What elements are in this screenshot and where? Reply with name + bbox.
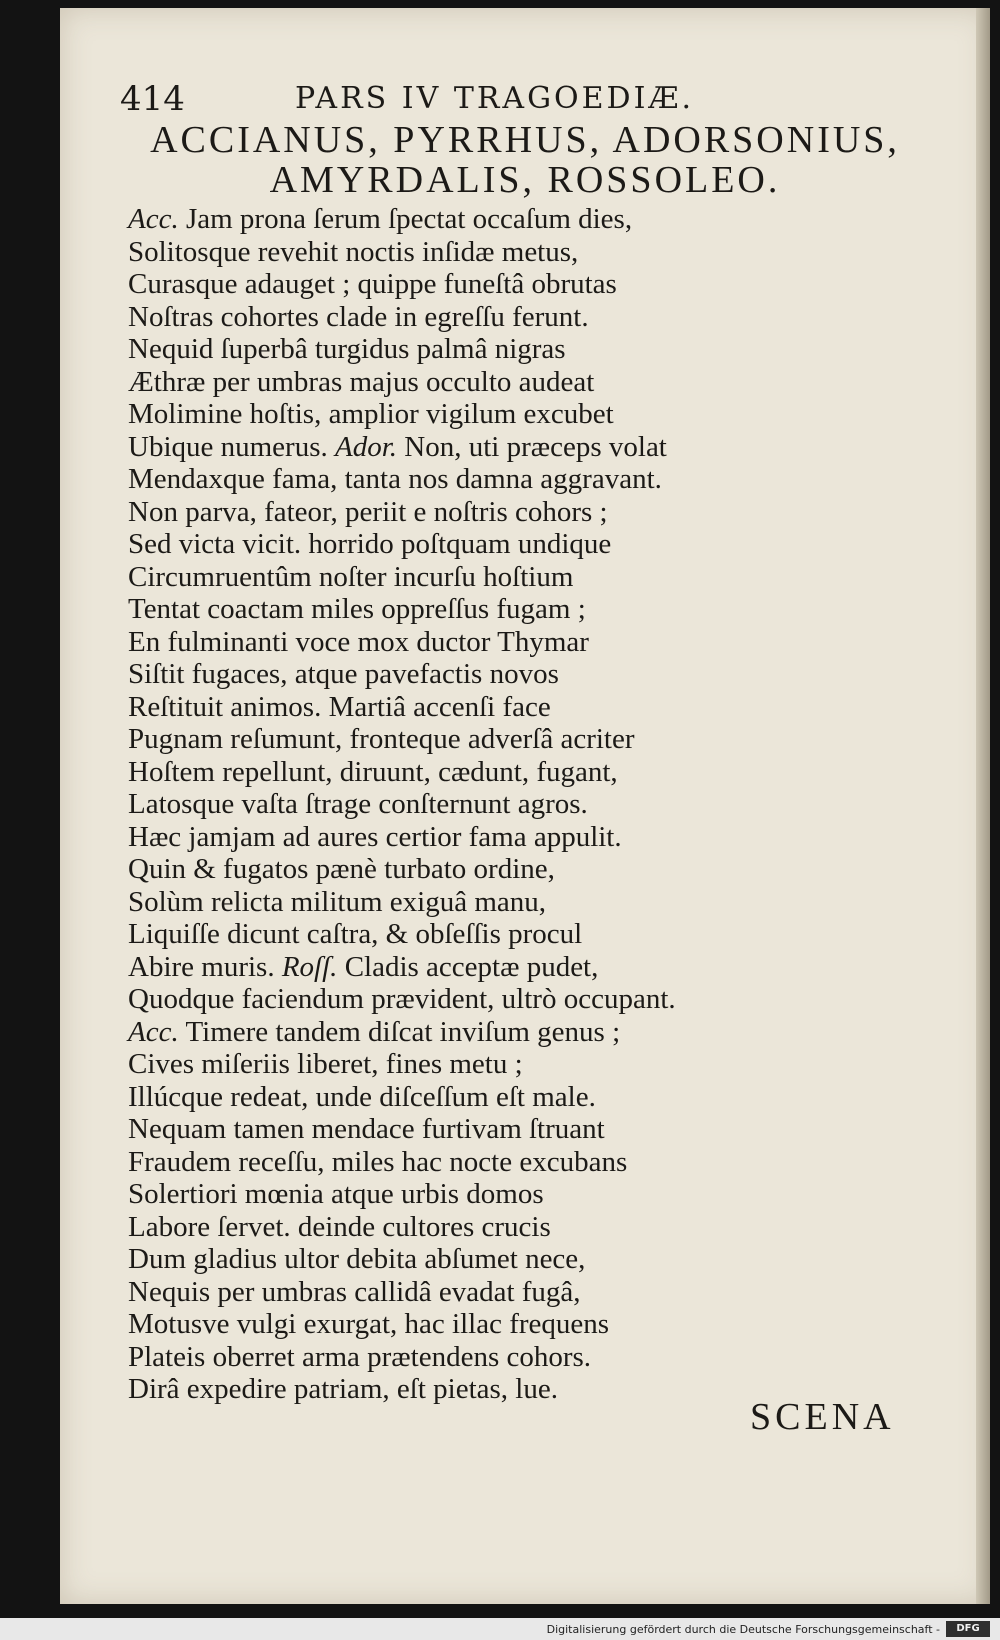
verse-line [128, 1081, 928, 1114]
verse-line-text: Molimine hoſtis, amplior vigilum excubet [128, 398, 614, 430]
verse-line-text: Solùm relicta militum exiguâ manu, [128, 885, 547, 918]
verse-line-text: Plateis oberret arma prætendens cohors. [128, 1340, 592, 1373]
verse-line-text: Mendaxque fama, tanta nos damna aggravant. [128, 463, 662, 495]
verse-line-text: Jam prona ſerum ſpectat occaſum dies, [185, 203, 633, 235]
speaker-label: Roſſ. [281, 950, 338, 983]
verse-line [128, 1211, 928, 1244]
verse-line-text: Motusve vulgi exurgat, hac illac frequens [128, 1308, 610, 1340]
verse-line [128, 821, 928, 854]
verse-line [128, 301, 928, 334]
digitization-footer [0, 1618, 1000, 1640]
speaker-label: Acc. [128, 203, 179, 235]
verse-line [128, 268, 928, 301]
verse-line [128, 658, 928, 691]
speakers-line-1: ACCIANUS, PYRRHUS, ADORSONIUS, [150, 119, 900, 161]
verse-line-text: Dum gladius ultor debita abſumet nece, [128, 1243, 586, 1275]
verse-line-text: Dirâ expedire patriam, eſt pietas, lue. [128, 1373, 558, 1405]
verse-line-text: Sed victa vicit. horrido poſtquam undique [128, 528, 612, 560]
verse-line-text: Circumruentûm noſter incurſu hoſtium [128, 560, 574, 593]
verse-line [128, 886, 928, 919]
verse-line-text: Quin & fugatos pænè turbato ordine, [128, 853, 555, 885]
verse-line-text: Reſtituit animos. Martiâ accenſi face [128, 690, 551, 723]
verse-line [128, 1016, 928, 1049]
scene-speakers-heading [120, 120, 930, 200]
verse-line-text: Tentat coactam miles oppreſſus fugam ; [128, 593, 586, 625]
speaker-label: Ador. [335, 430, 398, 463]
verse-line [128, 431, 928, 464]
verse-line [128, 593, 928, 626]
verse-line-text: Æthræ per umbras majus occulto audeat [128, 365, 595, 398]
verse-line-text: Cives miſeriis liberet, fines metu ; [128, 1048, 523, 1080]
speaker-label: Acc. [128, 1015, 179, 1048]
verse-line [128, 561, 928, 594]
verse-line-text: Hæc jamjam ad aures certior fama appulit. [128, 820, 622, 853]
verse-line-text: Latosque vaſta ſtrage conſternunt agros. [128, 788, 588, 820]
verse-line [128, 626, 928, 659]
verse-line-text: Labore ſervet. deinde cultores crucis [128, 1210, 551, 1243]
verse-line [128, 1308, 928, 1341]
verse-line [128, 1113, 928, 1146]
verse-line [128, 723, 928, 756]
verse-line [128, 496, 928, 529]
verse-line-text: Non, uti præceps volat [404, 430, 667, 463]
verse-line [128, 1276, 928, 1309]
page-number: 414 [120, 79, 185, 119]
verse-line-text: Nequis per umbras callidâ evadat fugâ, [128, 1275, 581, 1308]
verse-line-text: Quodque faciendum prævident, ultrò occupant. [128, 983, 676, 1015]
verse-line-text: Solitosque revehit noctis inſidæ metus, [128, 235, 579, 268]
verse-line-text: Cladis acceptæ pudet, [344, 950, 599, 983]
verse-line [128, 853, 928, 886]
verse-line-text: Pugnam reſumunt, fronteque adverſâ acriter [128, 723, 635, 755]
verse-line [128, 1178, 928, 1211]
catchword: SCENA [750, 1396, 895, 1438]
verse-line [128, 691, 928, 724]
verse-line-text: Curasque adauget ; quippe funeſtâ obrutas [128, 268, 617, 300]
dfg-logo: DFG [946, 1621, 990, 1637]
verse-line [128, 1341, 928, 1374]
verse-line-text: Fraudem receſſu, miles hac nocte excubans [128, 1145, 628, 1178]
verse-line-text: Nequam tamen mendace furtivam ſtruant [128, 1113, 605, 1145]
verse-line-text: Illúcque redeat, unde diſceſſum eſt male. [128, 1080, 596, 1113]
running-head [120, 75, 820, 119]
page-edge [976, 8, 990, 1604]
verse-line-text: Abire muris. [128, 950, 275, 983]
verse-line [128, 918, 928, 951]
verse-line-text: Hoſtem repellunt, diruunt, cædunt, fugant, [128, 755, 618, 788]
verse-text [128, 203, 928, 1406]
verse-line [128, 236, 928, 269]
footer-credit: Digitalisierung gefördert durch die Deutsche Forschungsgemeinschaft - [546, 1623, 940, 1636]
verse-line [128, 203, 928, 236]
verse-line-text: Siſtit fugaces, atque pavefactis novos [128, 658, 559, 690]
verse-line [128, 528, 928, 561]
verse-line-text: En fulminanti voce mox ductor Thymar [128, 625, 589, 658]
verse-line [128, 333, 928, 366]
speakers-line-2: AMYRDALIS, ROSSOLEO. [269, 159, 781, 201]
verse-line [128, 951, 928, 984]
verse-line [128, 1146, 928, 1179]
verse-line [128, 983, 928, 1016]
verse-line [128, 756, 928, 789]
verse-line-text: Non parva, fateor, periit e noſtris cohors ; [128, 495, 608, 528]
running-title: PARS IV TRAGOEDIÆ. [295, 81, 695, 116]
verse-line [128, 788, 928, 821]
verse-line [128, 463, 928, 496]
verse-line [128, 1243, 928, 1276]
verse-line [128, 398, 928, 431]
verse-line-text: Nequid ſuperbâ turgidus palmâ nigras [128, 333, 566, 365]
verse-line-text: Liquiſſe dicunt caſtra, & obſeſſis procul [128, 918, 583, 950]
verse-line [128, 366, 928, 399]
verse-line-text: Timere tandem diſcat inviſum genus ; [185, 1015, 621, 1048]
verse-line-text: Ubique numerus. [128, 430, 328, 463]
verse-line [128, 1048, 928, 1081]
verse-line-text: Noſtras cohortes clade in egreſſu ferunt. [128, 300, 589, 333]
verse-line-text: Solertiori mœnia atque urbis domos [128, 1178, 544, 1210]
